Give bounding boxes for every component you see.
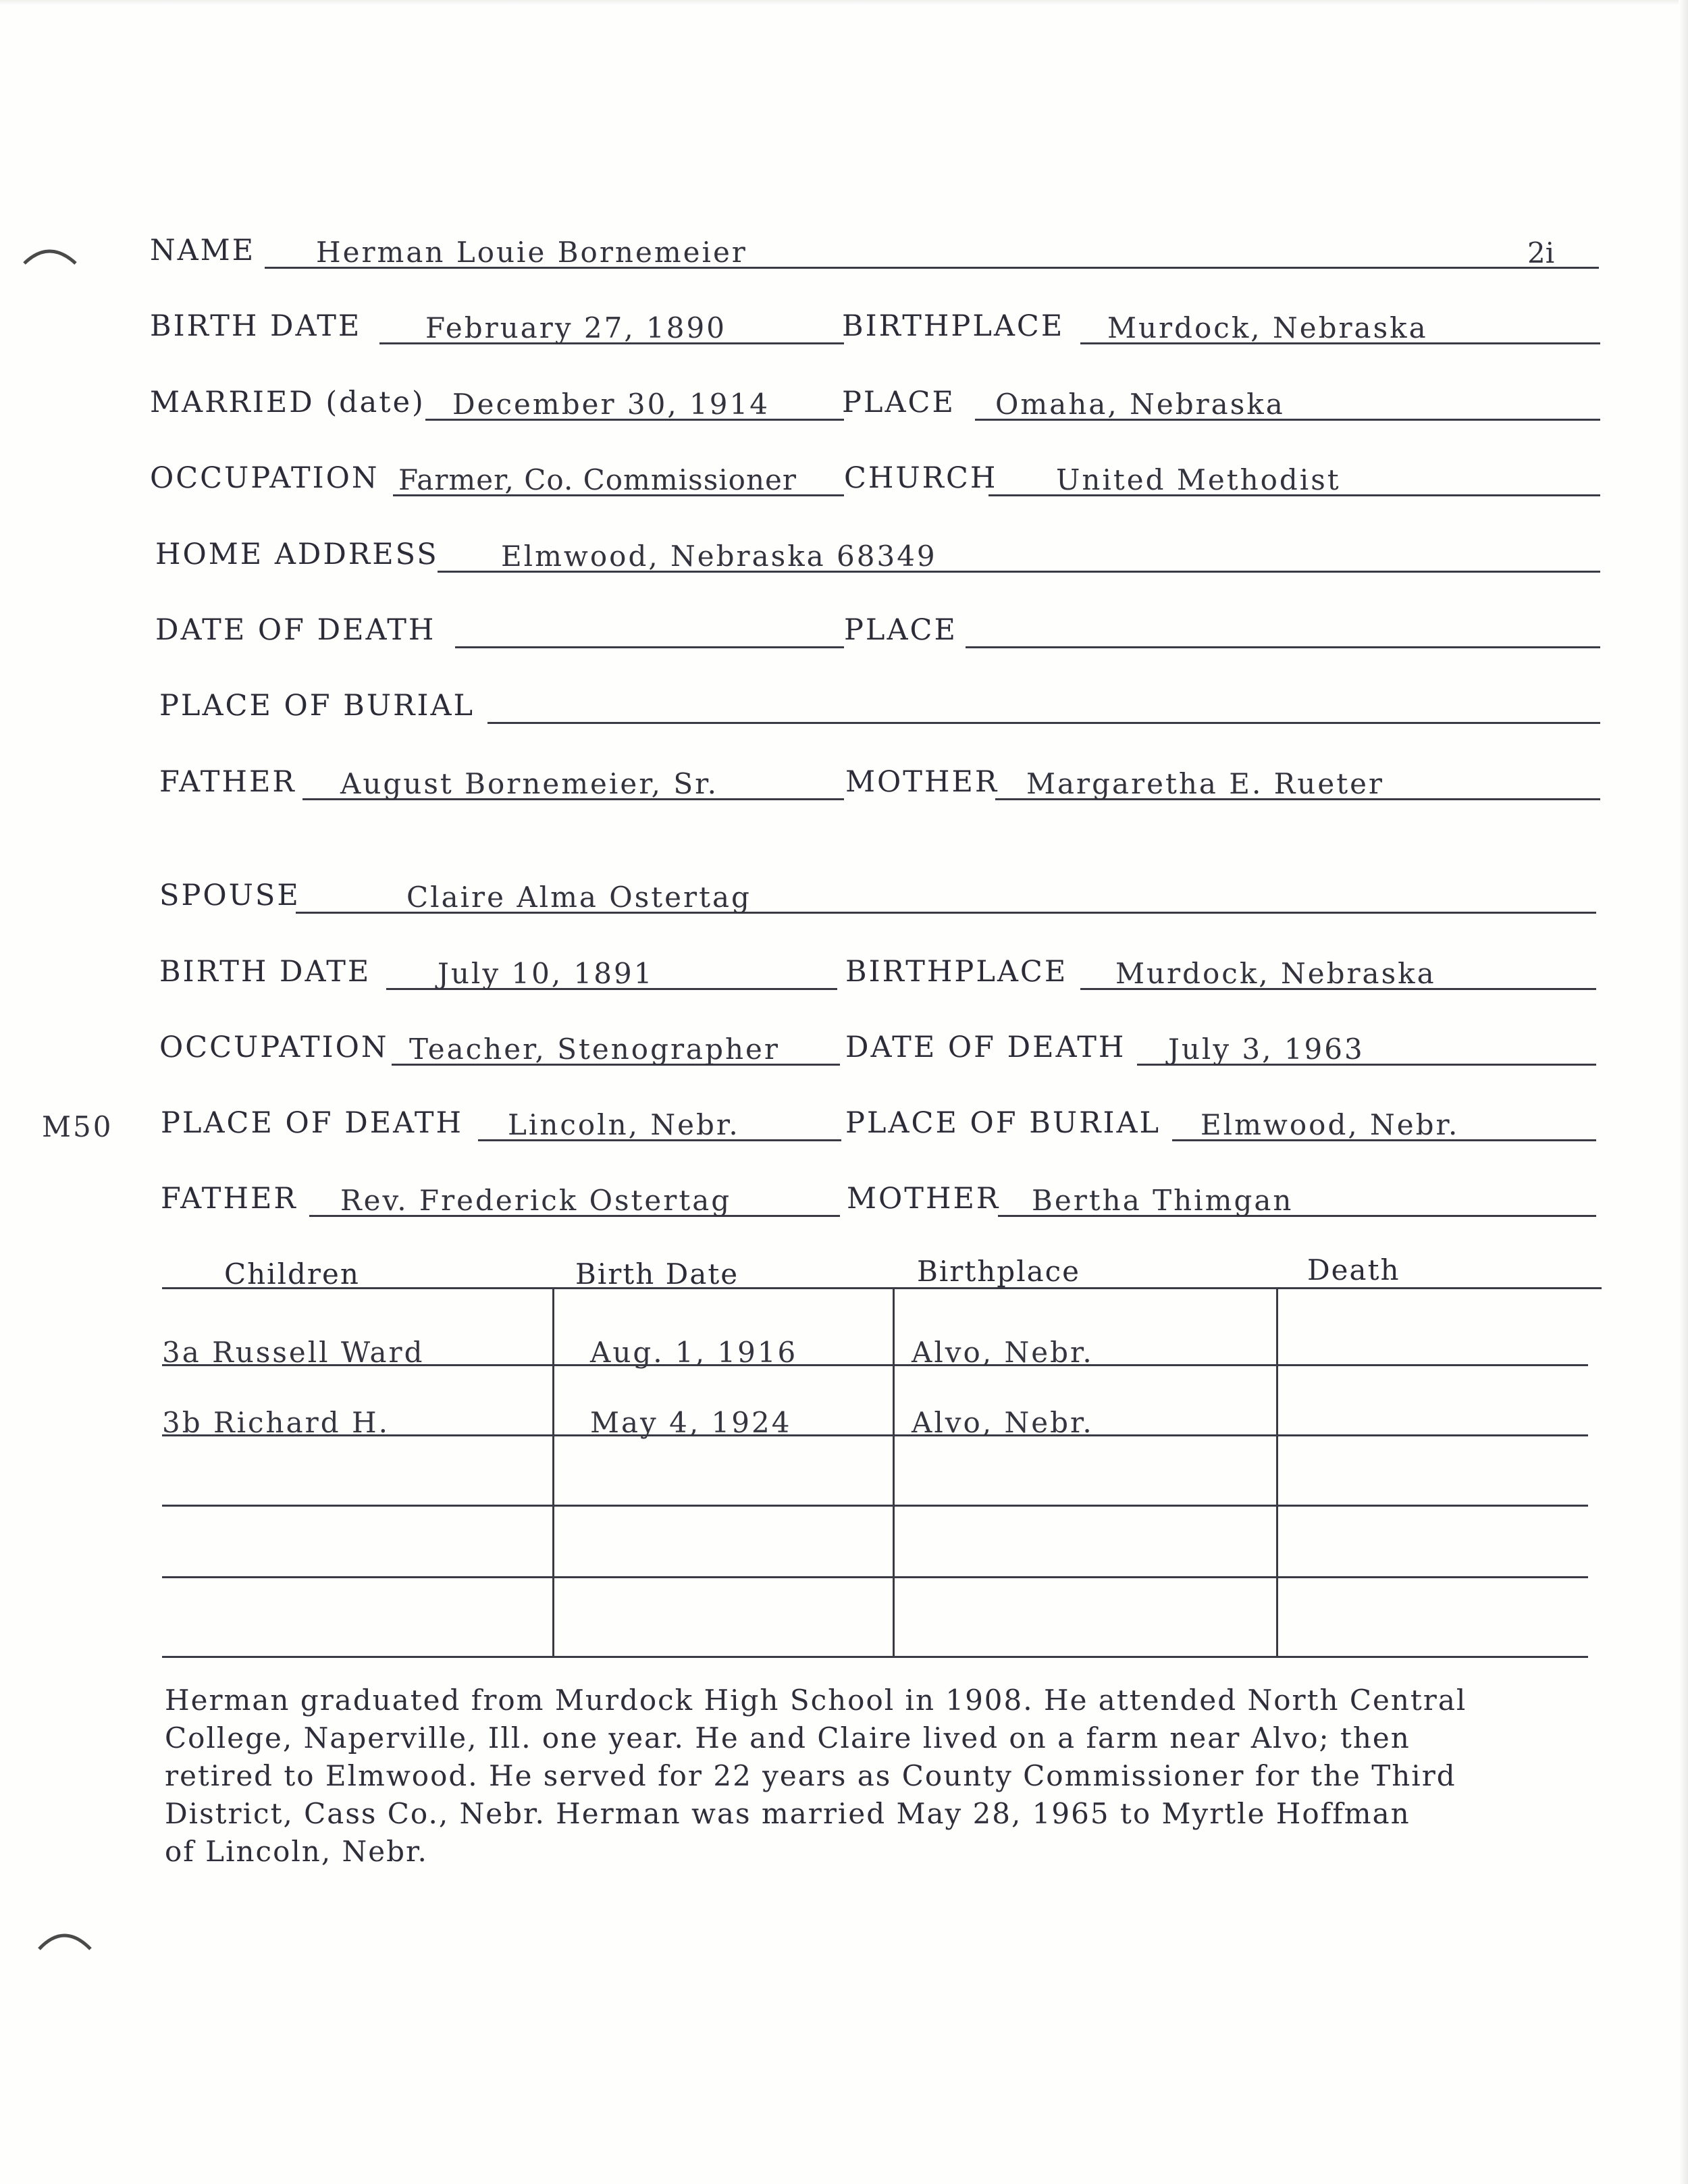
birth-date-label: BIRTH DATE xyxy=(150,309,362,343)
table-row-rule xyxy=(162,1505,1588,1507)
burial-line xyxy=(487,722,1600,724)
child-birth-date-cell: May 4, 1924 xyxy=(590,1406,792,1439)
spouse-row xyxy=(150,875,1602,922)
father-label: FATHER xyxy=(159,765,296,799)
death-place-label: PLACE xyxy=(844,613,957,647)
mother-value: Margaretha E. Rueter xyxy=(1026,767,1384,800)
death-date-label: DATE OF DEATH xyxy=(155,613,436,647)
death-date-line xyxy=(455,646,844,648)
spouse-death-date-label: DATE OF DEATH xyxy=(845,1031,1126,1064)
occupation-row xyxy=(150,457,1602,504)
spouse-burial-value: Elmwood, Nebr. xyxy=(1201,1108,1460,1141)
table-row-rule xyxy=(162,1576,1588,1578)
spouse-name-value: Claire Alma Ostertag xyxy=(406,881,751,914)
notes-line: of Lincoln, Nebr. xyxy=(165,1835,428,1868)
married-date-value: December 30, 1914 xyxy=(452,388,770,421)
spouse-occupation-value: Teacher, Stenographer xyxy=(409,1033,780,1066)
name-label: NAME xyxy=(150,234,256,267)
birth-row xyxy=(150,305,1602,353)
spouse-burial-label: PLACE OF BURIAL xyxy=(845,1106,1161,1140)
church-label: CHURCH xyxy=(844,461,998,495)
married-label: MARRIED (date) xyxy=(150,386,425,419)
spouse-mother-label: MOTHER xyxy=(847,1182,1001,1216)
married-place-label: PLACE xyxy=(842,386,955,419)
mother-label: MOTHER xyxy=(845,765,999,799)
occupation-label: OCCUPATION xyxy=(150,461,379,495)
biography-notes xyxy=(165,1682,1610,1871)
spouse-death-date-value: July 3, 1963 xyxy=(1168,1033,1365,1066)
spouse-birthplace-label: BIRTHPLACE xyxy=(845,955,1068,989)
burial-label: PLACE OF BURIAL xyxy=(159,689,475,723)
father-value: August Bornemeier, Sr. xyxy=(340,767,718,800)
table-col-divider xyxy=(893,1289,895,1657)
address-row xyxy=(150,534,1602,581)
address-value: Elmwood, Nebraska 68349 xyxy=(501,540,937,573)
birth-date-value: February 27, 1890 xyxy=(425,311,727,344)
child-name-cell: 3b Richard H. xyxy=(162,1406,390,1439)
child-birthplace-cell: Alvo, Nebr. xyxy=(912,1406,1094,1439)
spouse-death-place-label: PLACE OF DEATH xyxy=(161,1106,464,1140)
married-row xyxy=(150,382,1602,429)
spouse-occupation-row xyxy=(150,1026,1602,1074)
page-edge-shadow xyxy=(1679,0,1688,2184)
table-header-rule xyxy=(162,1287,1602,1289)
spouse-mother-value: Bertha Thimgan xyxy=(1032,1184,1294,1217)
name-row xyxy=(150,230,1602,277)
child-birthplace-cell: Alvo, Nebr. xyxy=(912,1336,1094,1369)
birthplace-label: BIRTHPLACE xyxy=(842,309,1065,343)
col-death-header: Death xyxy=(1307,1253,1400,1286)
death-row xyxy=(150,609,1602,656)
notes-line: retired to Elmwood. He served for 22 years as County Commissioner for the Third xyxy=(165,1759,1456,1792)
table-bottom-rule xyxy=(162,1656,1588,1658)
notes-line: District, Cass Co., Nebr. Herman was married May 28, 1965 to Myrtle Hoffman xyxy=(165,1797,1410,1830)
occupation-value: Farmer, Co. Commissioner xyxy=(398,463,797,496)
spouse-birth-date-label: BIRTH DATE xyxy=(159,955,371,989)
spouse-label: SPOUSE xyxy=(159,879,300,912)
burial-row xyxy=(150,685,1602,732)
spouse-father-label: FATHER xyxy=(161,1182,298,1216)
binder-hole-icon xyxy=(19,243,80,270)
death-place-line xyxy=(966,646,1600,648)
child-birth-date-cell: Aug. 1, 1916 xyxy=(590,1336,798,1369)
parents-row xyxy=(150,761,1602,808)
child-name-cell: 3a Russell Ward xyxy=(162,1336,425,1369)
page-number: 2i xyxy=(1527,236,1555,269)
spouse-death-place-value: Lincoln, Nebr. xyxy=(508,1108,740,1141)
page-top-shadow xyxy=(0,0,1688,5)
notes-line: Herman graduated from Murdock High School in 1908. He attended North Central xyxy=(165,1684,1467,1717)
margin-note: M50 xyxy=(42,1110,113,1143)
spouse-father-value: Rev. Frederick Ostertag xyxy=(340,1184,732,1217)
col-birth-date-header: Birth Date xyxy=(575,1257,739,1291)
spouse-birth-date-value: July 10, 1891 xyxy=(438,957,654,990)
church-value: United Methodist xyxy=(1056,463,1341,496)
spouse-birthplace-value: Murdock, Nebraska xyxy=(1115,957,1436,990)
spouse-death-row xyxy=(150,1102,1602,1149)
notes-line: College, Naperville, Ill. one year. He and Claire lived on a farm near Alvo; then xyxy=(165,1721,1410,1754)
col-birthplace-header: Birthplace xyxy=(917,1255,1081,1288)
married-place-value: Omaha, Nebraska xyxy=(995,388,1285,421)
address-label: HOME ADDRESS xyxy=(155,538,439,571)
birthplace-value: Murdock, Nebraska xyxy=(1107,311,1428,344)
spouse-occupation-label: OCCUPATION xyxy=(159,1031,389,1064)
table-col-divider xyxy=(1276,1289,1278,1657)
col-children-header: Children xyxy=(224,1257,360,1291)
spouse-birth-row xyxy=(150,951,1602,998)
spouse-parents-row xyxy=(150,1178,1602,1225)
table-col-divider xyxy=(552,1289,554,1657)
binder-hole-icon xyxy=(34,1925,95,1952)
name-value: Herman Louie Bornemeier xyxy=(316,236,747,269)
